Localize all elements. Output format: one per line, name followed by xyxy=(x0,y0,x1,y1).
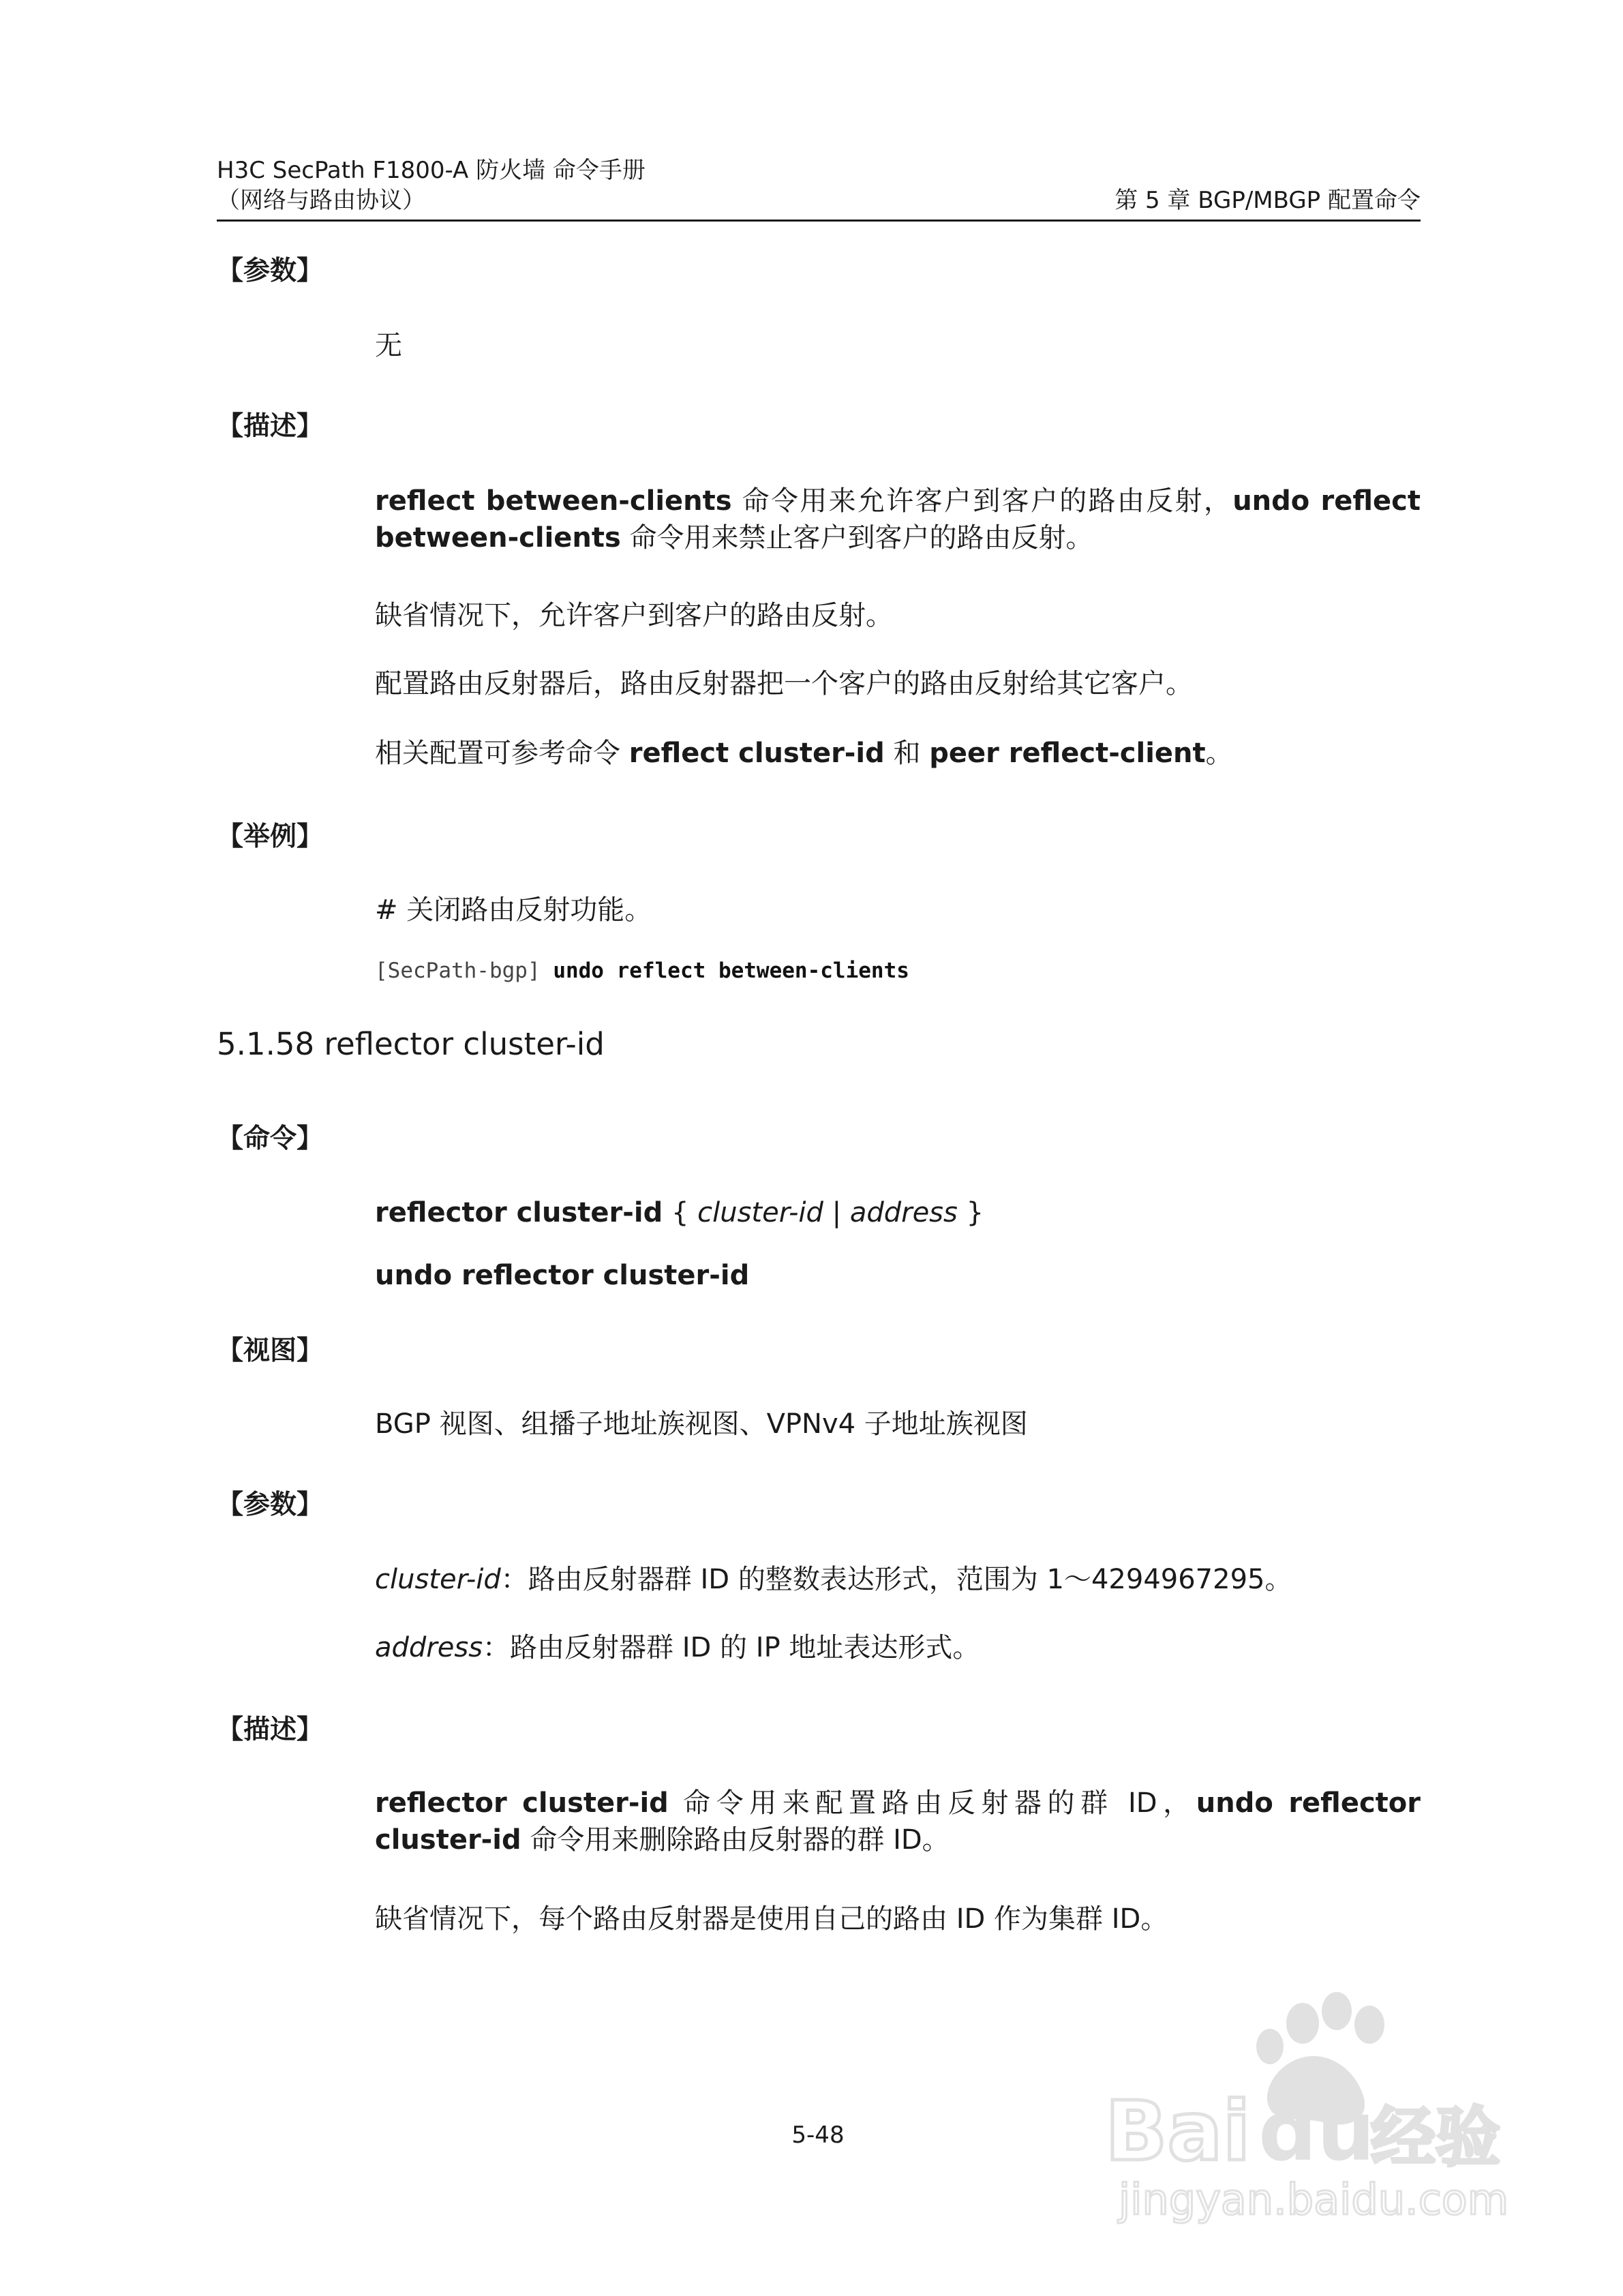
param-address: address：路由反射器群 ID 的 IP 地址表达形式。 xyxy=(375,1632,980,1663)
example-heading: 【举例】 xyxy=(217,821,324,852)
command-syntax-1: reflector cluster-id { cluster-id | address } xyxy=(375,1197,984,1228)
desc-paragraph-1: reflect between-clients 命令用来允许客户到客户的路由反射，undo reflect between-clients 命令用来禁止客户到客户的路由反射。 xyxy=(375,485,1421,554)
desc2-paragraph-2: 缺省情况下，每个路由反射器是使用自己的路由 ID 作为集群 ID。 xyxy=(375,1903,1168,1935)
section-title: 5.1.58 reflector cluster-id xyxy=(217,1026,605,1062)
example-code: [SecPath-bgp] undo reflect between-clients xyxy=(375,958,909,983)
param-cluster-id: cluster-id：路由反射器群 ID 的整数表达形式，范围为 1～4294967295。 xyxy=(375,1564,1292,1595)
svg-text:经验: 经验 xyxy=(1371,2100,1501,2175)
view-text: BGP 视图、组播子地址族视图、VPNv4 子地址族视图 xyxy=(375,1408,1028,1440)
params-text: 无 xyxy=(375,330,402,361)
command-heading: 【命令】 xyxy=(217,1123,324,1154)
header-chapter: 第 5 章 BGP/MBGP 配置命令 xyxy=(1114,187,1421,214)
params-heading-2: 【参数】 xyxy=(217,1490,324,1520)
svg-text:jingyan.baidu.com: jingyan.baidu.com xyxy=(1119,2175,1509,2224)
header-rule xyxy=(217,220,1421,222)
header-subtitle: （网络与路由协议） xyxy=(217,187,425,214)
page-number: 5-48 xyxy=(791,2121,845,2149)
view-heading: 【视图】 xyxy=(217,1335,324,1366)
command-syntax-2: undo reflector cluster-id xyxy=(375,1260,750,1291)
desc-heading-2: 【描述】 xyxy=(217,1715,324,1745)
cmd-reflect-between-clients: reflect between-clients xyxy=(375,485,732,517)
desc-paragraph-2: 缺省情况下，允许客户到客户的路由反射。 xyxy=(375,600,893,631)
svg-text:du: du xyxy=(1258,2085,1376,2179)
example-comment: # 关闭路由反射功能。 xyxy=(375,894,652,926)
desc2-paragraph-1: reflector cluster-id 命令用来配置路由反射器的群 ID，undo reflector cluster-id 命令用来删除路由反射器的群 ID。 xyxy=(375,1787,1421,1856)
header-title: H3C SecPath F1800-A 防火墙 命令手册 xyxy=(217,157,646,184)
desc-paragraph-3: 配置路由反射器后，路由反射器把一个客户的路由反射给其它客户。 xyxy=(375,668,1193,699)
params-heading: 【参数】 xyxy=(217,256,324,286)
baidu-logo-icon xyxy=(1098,1976,1521,2235)
svg-text:Bai: Bai xyxy=(1105,2085,1251,2179)
cmd-undo-reflect-between-clients: undo reflect between-clients xyxy=(375,485,1421,554)
baidu-jingyan-watermark xyxy=(1098,1976,1521,2235)
desc-heading: 【描述】 xyxy=(217,411,324,442)
desc-paragraph-4: 相关配置可参考命令 reflect cluster-id 和 peer reflect-client。 xyxy=(375,738,1233,769)
